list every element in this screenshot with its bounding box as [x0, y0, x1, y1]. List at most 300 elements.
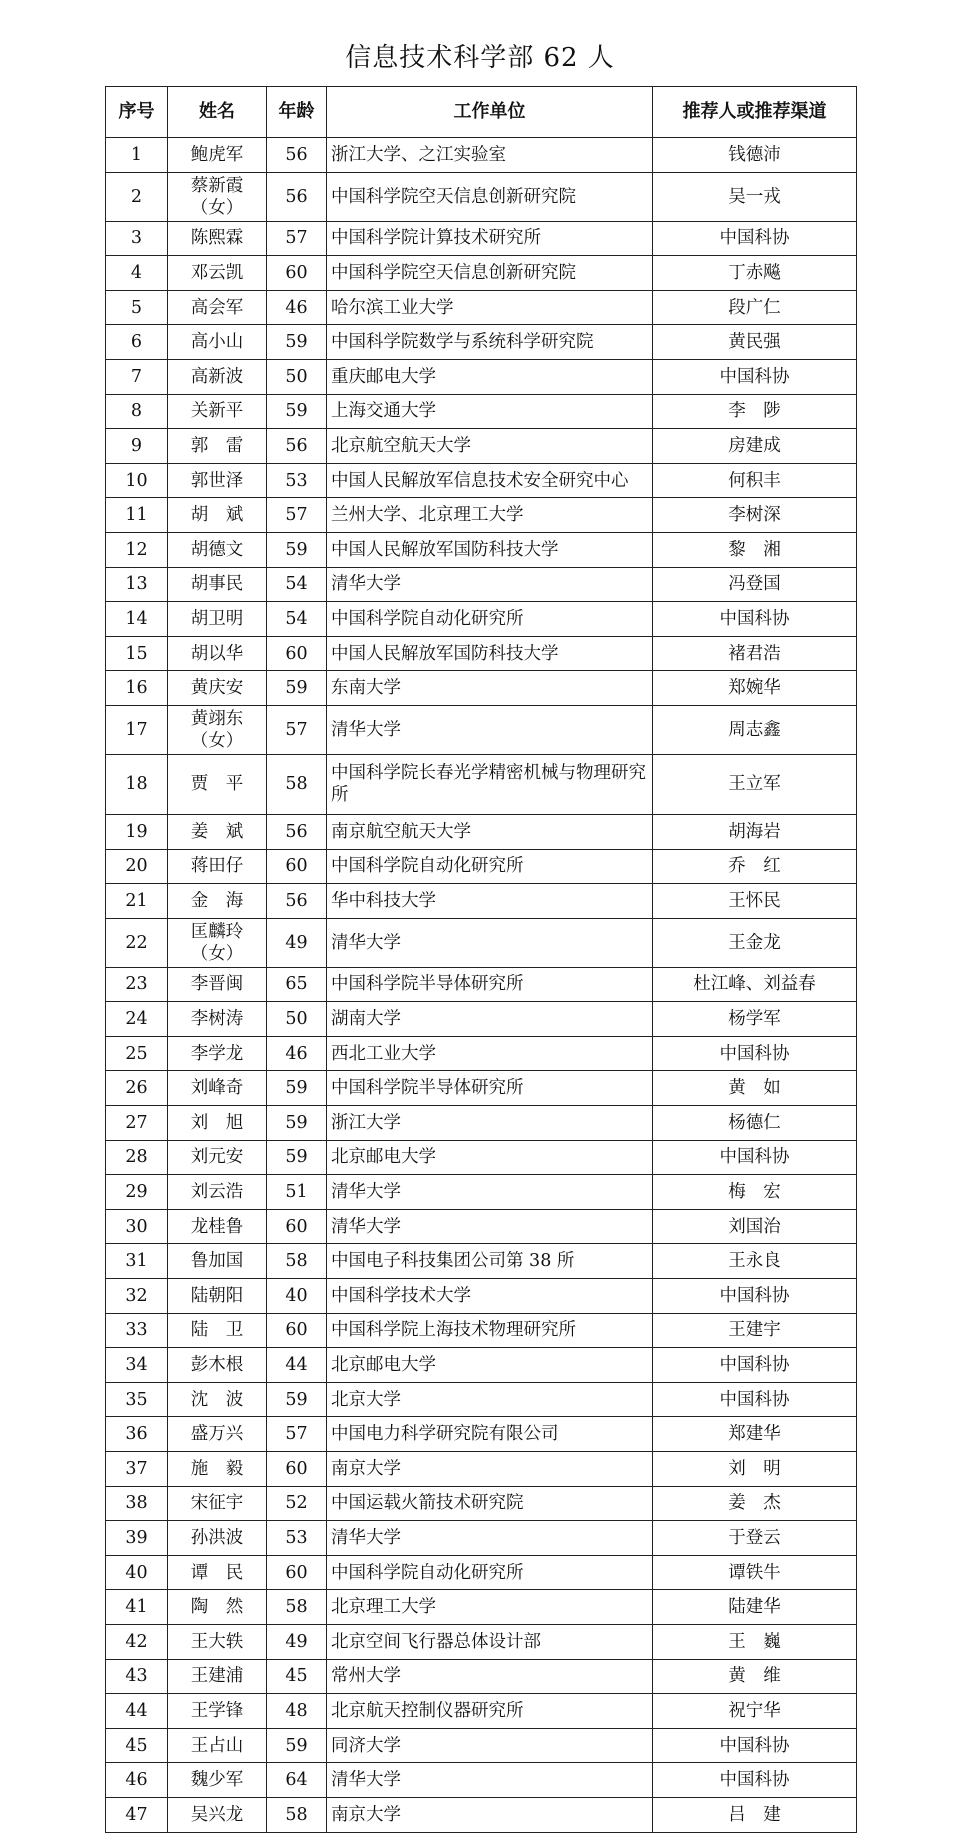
row-age: 57 [267, 498, 327, 533]
row-age: 45 [267, 1659, 327, 1694]
row-age: 60 [267, 636, 327, 671]
table-row [106, 918, 857, 967]
row-unit: 南京大学 [327, 1452, 653, 1487]
table-row [106, 1036, 857, 1071]
row-recommender: 王永良 [653, 1244, 857, 1279]
gender-note: （女） [190, 943, 244, 964]
row-name [168, 754, 267, 814]
row-unit: 中国科学院自动化研究所 [327, 1555, 653, 1590]
row-unit: 浙江大学 [327, 1106, 653, 1141]
row-recommender: 丁赤飚 [653, 256, 857, 291]
row-unit: 北京理工大学 [327, 1590, 653, 1625]
row-unit: 华中科技大学 [327, 884, 653, 919]
row-recommender: 王建宇 [653, 1313, 857, 1348]
row-unit: 哈尔滨工业大学 [327, 290, 653, 325]
row-age: 58 [267, 1590, 327, 1625]
person-name: 邓云凯 [190, 262, 244, 283]
row-age: 64 [267, 1763, 327, 1798]
table-row [106, 884, 857, 919]
row-unit: 中国科学院计算技术研究所 [327, 221, 653, 256]
person-name: 李树涛 [190, 1009, 244, 1030]
row-name [168, 1486, 267, 1521]
row-name [168, 1348, 267, 1383]
row-unit: 中国科学院自动化研究所 [327, 849, 653, 884]
row-unit: 上海交通大学 [327, 394, 653, 429]
row-unit: 清华大学 [327, 1763, 653, 1798]
row-age: 49 [267, 1624, 327, 1659]
row-number: 37 [106, 1452, 168, 1487]
row-age: 51 [267, 1175, 327, 1210]
table-row [106, 1694, 857, 1729]
row-recommender: 中国科协 [653, 1728, 857, 1763]
row-number: 43 [106, 1659, 168, 1694]
row-name [168, 602, 267, 637]
row-name [168, 1244, 267, 1279]
table-row [106, 1590, 857, 1625]
row-name [168, 172, 267, 221]
row-number: 2 [106, 172, 168, 221]
table-row [106, 849, 857, 884]
row-name [168, 967, 267, 1002]
row-age: 56 [267, 138, 327, 173]
row-recommender: 房建成 [653, 429, 857, 464]
table-row [106, 967, 857, 1002]
row-age: 59 [267, 1071, 327, 1106]
row-number: 16 [106, 671, 168, 706]
person-name: 李学龙 [190, 1043, 244, 1064]
table-body [106, 138, 857, 1833]
row-age: 57 [267, 705, 327, 754]
person-name: 高小山 [190, 332, 244, 353]
row-unit: 中国科学院半导体研究所 [327, 1071, 653, 1106]
header-name: 姓名 [168, 87, 267, 138]
table-header-row [106, 87, 857, 138]
table-row [106, 1728, 857, 1763]
row-recommender: 刘国治 [653, 1209, 857, 1244]
row-age: 59 [267, 532, 327, 567]
table-row [106, 567, 857, 602]
row-recommender: 王金龙 [653, 918, 857, 967]
row-age: 49 [267, 918, 327, 967]
row-number: 29 [106, 1175, 168, 1210]
row-recommender: 黄民强 [653, 325, 857, 360]
person-name: 盛万兴 [190, 1424, 244, 1445]
row-name [168, 1140, 267, 1175]
row-unit: 中国科学院数学与系统科学研究院 [327, 325, 653, 360]
person-name: 关新平 [190, 401, 244, 422]
member-table [105, 86, 857, 1833]
row-recommender: 杨学军 [653, 1002, 857, 1037]
row-number: 28 [106, 1140, 168, 1175]
row-name [168, 221, 267, 256]
row-number: 18 [106, 754, 168, 814]
person-name: 金 海 [190, 890, 244, 911]
table-row [106, 1106, 857, 1141]
row-age: 46 [267, 290, 327, 325]
person-name: 宋征宇 [190, 1493, 244, 1514]
row-recommender: 谭铁牛 [653, 1555, 857, 1590]
person-name: 彭木根 [190, 1355, 244, 1376]
row-recommender: 褚君浩 [653, 636, 857, 671]
row-name [168, 325, 267, 360]
row-age: 60 [267, 256, 327, 291]
row-unit: 中国运载火箭技术研究院 [327, 1486, 653, 1521]
table-row [106, 671, 857, 706]
person-name: 刘元安 [190, 1147, 244, 1168]
row-unit: 清华大学 [327, 705, 653, 754]
row-age: 40 [267, 1279, 327, 1314]
table-row [106, 1452, 857, 1487]
table-row [106, 1279, 857, 1314]
table-row [106, 1002, 857, 1037]
row-recommender: 中国科协 [653, 1763, 857, 1798]
table-row [106, 1209, 857, 1244]
row-recommender: 乔 红 [653, 849, 857, 884]
row-name [168, 1175, 267, 1210]
table-row [106, 172, 857, 221]
person-name: 王学锋 [190, 1700, 244, 1721]
row-name [168, 463, 267, 498]
row-unit: 北京大学 [327, 1382, 653, 1417]
row-number: 19 [106, 814, 168, 849]
row-name [168, 532, 267, 567]
row-unit: 中国科学院半导体研究所 [327, 967, 653, 1002]
row-age: 54 [267, 602, 327, 637]
row-number: 39 [106, 1521, 168, 1556]
person-name: 蔡新霞 [190, 175, 244, 196]
row-age: 56 [267, 172, 327, 221]
row-name [168, 567, 267, 602]
row-number: 30 [106, 1209, 168, 1244]
row-name [168, 1417, 267, 1452]
person-name: 孙洪波 [190, 1527, 244, 1548]
row-recommender: 何积丰 [653, 463, 857, 498]
row-recommender: 祝宁华 [653, 1694, 857, 1729]
row-age: 58 [267, 1244, 327, 1279]
person-name: 高会军 [190, 297, 244, 318]
row-name [168, 1071, 267, 1106]
row-number: 1 [106, 138, 168, 173]
row-unit: 常州大学 [327, 1659, 653, 1694]
row-name [168, 1036, 267, 1071]
table-row [106, 754, 857, 814]
row-name [168, 1797, 267, 1832]
row-recommender: 中国科协 [653, 359, 857, 394]
row-number: 20 [106, 849, 168, 884]
person-name: 陆 卫 [190, 1320, 244, 1341]
row-number: 24 [106, 1002, 168, 1037]
table-row [106, 1313, 857, 1348]
row-age: 56 [267, 884, 327, 919]
row-recommender: 中国科协 [653, 602, 857, 637]
row-recommender: 中国科协 [653, 1140, 857, 1175]
row-number: 11 [106, 498, 168, 533]
table-row [106, 1763, 857, 1798]
row-age: 56 [267, 814, 327, 849]
person-name: 陆朝阳 [190, 1285, 244, 1306]
row-recommender: 中国科协 [653, 1036, 857, 1071]
row-age: 57 [267, 1417, 327, 1452]
row-unit: 兰州大学、北京理工大学 [327, 498, 653, 533]
row-number: 46 [106, 1763, 168, 1798]
table-row [106, 1797, 857, 1832]
row-number: 32 [106, 1279, 168, 1314]
row-number: 23 [106, 967, 168, 1002]
table-row [106, 1555, 857, 1590]
row-age: 60 [267, 1313, 327, 1348]
row-recommender: 中国科协 [653, 221, 857, 256]
row-age: 54 [267, 567, 327, 602]
row-unit: 北京航空航天大学 [327, 429, 653, 464]
row-recommender: 黄 如 [653, 1071, 857, 1106]
row-recommender: 王怀民 [653, 884, 857, 919]
row-recommender: 中国科协 [653, 1279, 857, 1314]
row-unit: 北京邮电大学 [327, 1140, 653, 1175]
row-name [168, 1002, 267, 1037]
table-row [106, 1486, 857, 1521]
row-number: 10 [106, 463, 168, 498]
table-row [106, 636, 857, 671]
row-name [168, 1279, 267, 1314]
row-age: 59 [267, 325, 327, 360]
row-recommender: 中国科协 [653, 1348, 857, 1383]
row-unit: 重庆邮电大学 [327, 359, 653, 394]
person-name: 吴兴龙 [190, 1804, 244, 1825]
row-name [168, 1521, 267, 1556]
row-age: 50 [267, 359, 327, 394]
person-name: 魏少军 [190, 1770, 244, 1791]
person-name: 郭 雷 [190, 435, 244, 456]
row-unit: 中国科学技术大学 [327, 1279, 653, 1314]
row-recommender: 吴一戎 [653, 172, 857, 221]
row-age: 48 [267, 1694, 327, 1729]
person-name: 贾 平 [190, 774, 244, 795]
row-number: 26 [106, 1071, 168, 1106]
row-unit: 清华大学 [327, 567, 653, 602]
table-row [106, 1521, 857, 1556]
header-number: 序号 [106, 87, 168, 138]
row-recommender: 李 陟 [653, 394, 857, 429]
row-age: 58 [267, 1797, 327, 1832]
row-name [168, 849, 267, 884]
person-name: 胡卫明 [190, 608, 244, 629]
person-name: 施 毅 [190, 1458, 244, 1479]
row-age: 46 [267, 1036, 327, 1071]
row-unit: 中国科学院空天信息创新研究院 [327, 256, 653, 291]
person-name: 蒋田仔 [190, 856, 244, 877]
row-number: 45 [106, 1728, 168, 1763]
person-name: 刘 旭 [190, 1112, 244, 1133]
row-name [168, 394, 267, 429]
row-number: 33 [106, 1313, 168, 1348]
row-name [168, 671, 267, 706]
row-unit: 中国科学院自动化研究所 [327, 602, 653, 637]
row-age: 58 [267, 754, 327, 814]
row-unit: 北京邮电大学 [327, 1348, 653, 1383]
person-name: 胡事民 [190, 574, 244, 595]
row-number: 35 [106, 1382, 168, 1417]
row-recommender: 段广仁 [653, 290, 857, 325]
row-name [168, 636, 267, 671]
row-unit: 浙江大学、之江实验室 [327, 138, 653, 173]
row-recommender: 黄 维 [653, 1659, 857, 1694]
row-recommender: 郑建华 [653, 1417, 857, 1452]
row-name [168, 1452, 267, 1487]
row-age: 44 [267, 1348, 327, 1383]
row-age: 60 [267, 1555, 327, 1590]
table-row [106, 1140, 857, 1175]
row-name [168, 1590, 267, 1625]
row-age: 56 [267, 429, 327, 464]
row-unit: 清华大学 [327, 1175, 653, 1210]
row-number: 40 [106, 1555, 168, 1590]
row-name [168, 290, 267, 325]
row-number: 7 [106, 359, 168, 394]
person-name: 谭 民 [190, 1562, 244, 1583]
row-unit: 中国人民解放军国防科技大学 [327, 636, 653, 671]
row-name [168, 1728, 267, 1763]
row-age: 60 [267, 1452, 327, 1487]
table-row [106, 359, 857, 394]
row-number: 13 [106, 567, 168, 602]
row-name [168, 1313, 267, 1348]
row-recommender: 杨德仁 [653, 1106, 857, 1141]
row-age: 57 [267, 221, 327, 256]
row-unit: 南京大学 [327, 1797, 653, 1832]
table-row [106, 138, 857, 173]
person-name: 陶 然 [190, 1597, 244, 1618]
row-number: 27 [106, 1106, 168, 1141]
row-age: 59 [267, 1140, 327, 1175]
table-row [106, 602, 857, 637]
person-name: 姜 斌 [190, 821, 244, 842]
row-name [168, 1106, 267, 1141]
row-unit: 同济大学 [327, 1728, 653, 1763]
row-age: 52 [267, 1486, 327, 1521]
person-name: 黄翊东 [190, 708, 244, 729]
table-row [106, 1624, 857, 1659]
gender-note: （女） [190, 730, 244, 751]
row-unit: 清华大学 [327, 1209, 653, 1244]
table-row [106, 429, 857, 464]
row-number: 22 [106, 918, 168, 967]
page-title: 信息技术科学部 62 人 [345, 43, 615, 73]
table-row [106, 1417, 857, 1452]
row-recommender: 杜江峰、刘益春 [653, 967, 857, 1002]
table-row [106, 394, 857, 429]
row-name [168, 1555, 267, 1590]
row-recommender: 王立军 [653, 754, 857, 814]
person-name: 李晋闽 [190, 974, 244, 995]
table-row [106, 325, 857, 360]
table-row [106, 1348, 857, 1383]
row-number: 6 [106, 325, 168, 360]
header-recommender: 推荐人或推荐渠道 [653, 87, 857, 138]
row-number: 34 [106, 1348, 168, 1383]
row-unit: 西北工业大学 [327, 1036, 653, 1071]
table-row [106, 532, 857, 567]
row-unit: 清华大学 [327, 1521, 653, 1556]
header-age: 年龄 [267, 87, 327, 138]
table-row [106, 256, 857, 291]
row-unit: 北京空间飞行器总体设计部 [327, 1624, 653, 1659]
row-recommender: 黎 湘 [653, 532, 857, 567]
row-age: 59 [267, 1728, 327, 1763]
row-age: 59 [267, 671, 327, 706]
table-row [106, 221, 857, 256]
person-name: 龙桂鲁 [190, 1216, 244, 1237]
gender-note: （女） [190, 197, 244, 218]
person-name: 匡麟玲 [190, 921, 244, 942]
row-number: 41 [106, 1590, 168, 1625]
table-row [106, 290, 857, 325]
row-recommender: 胡海岩 [653, 814, 857, 849]
row-name [168, 814, 267, 849]
row-number: 12 [106, 532, 168, 567]
row-unit: 中国人民解放军国防科技大学 [327, 532, 653, 567]
person-name: 陈熙霖 [190, 228, 244, 249]
row-name [168, 1382, 267, 1417]
table-row [106, 814, 857, 849]
person-name: 黄庆安 [190, 678, 244, 699]
row-number: 42 [106, 1624, 168, 1659]
row-name [168, 429, 267, 464]
table-row [106, 1175, 857, 1210]
person-name: 胡 斌 [190, 505, 244, 526]
person-name: 胡德文 [190, 539, 244, 560]
row-name [168, 1659, 267, 1694]
person-name: 王建浦 [190, 1666, 244, 1687]
table-row [106, 463, 857, 498]
row-number: 31 [106, 1244, 168, 1279]
table-row [106, 498, 857, 533]
row-recommender: 中国科协 [653, 1382, 857, 1417]
row-name [168, 1694, 267, 1729]
person-name: 王大轶 [190, 1631, 244, 1652]
row-unit: 中国科学院上海技术物理研究所 [327, 1313, 653, 1348]
row-recommender: 冯登国 [653, 567, 857, 602]
row-recommender: 刘 明 [653, 1452, 857, 1487]
row-name [168, 138, 267, 173]
row-number: 4 [106, 256, 168, 291]
row-recommender: 姜 杰 [653, 1486, 857, 1521]
row-unit: 南京航空航天大学 [327, 814, 653, 849]
row-recommender: 王 巍 [653, 1624, 857, 1659]
row-name [168, 1209, 267, 1244]
table-row [106, 1659, 857, 1694]
row-name [168, 705, 267, 754]
row-unit: 中国电子科技集团公司第 38 所 [327, 1244, 653, 1279]
row-recommender: 梅 宏 [653, 1175, 857, 1210]
table-row [106, 1244, 857, 1279]
person-name: 沈 波 [190, 1389, 244, 1410]
row-name [168, 498, 267, 533]
row-number: 5 [106, 290, 168, 325]
row-name [168, 1763, 267, 1798]
row-age: 53 [267, 463, 327, 498]
row-number: 21 [106, 884, 168, 919]
person-name: 胡以华 [190, 643, 244, 664]
row-name [168, 256, 267, 291]
row-unit: 东南大学 [327, 671, 653, 706]
row-unit: 中国科学院空天信息创新研究院 [327, 172, 653, 221]
row-unit: 中国电力科学研究院有限公司 [327, 1417, 653, 1452]
row-age: 65 [267, 967, 327, 1002]
person-name: 高新波 [190, 366, 244, 387]
table-row [106, 1071, 857, 1106]
header-unit: 工作单位 [327, 87, 653, 138]
row-unit: 中国科学院长春光学精密机械与物理研究所 [327, 754, 653, 814]
